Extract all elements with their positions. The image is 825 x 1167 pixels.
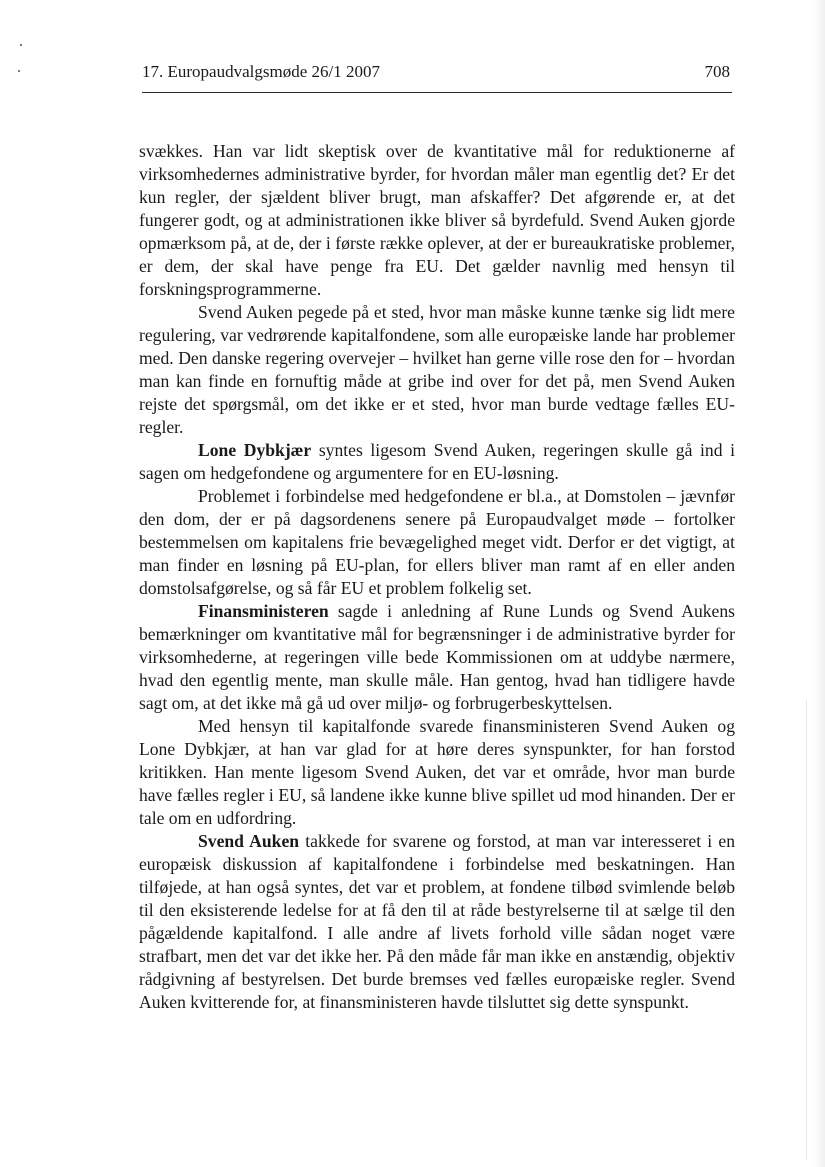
scan-speck <box>18 70 20 72</box>
paragraph-text: Problemet i forbindelse med hedgefondene er bl.a., at Domstolen – jævnfør den dom, der er på dagsordenens senere på Europaudvalget møde – fortolker bestemmelsen om kapitalens frie bevægelighed meget vidt. Derfor er det vigtigt, at man finder en løsning på EU-plan, for ellers bliver man ramt af en eller anden domstolsafgørelse, og så får EU et problem folkelig set. <box>139 486 735 598</box>
speaker-name: Finansministeren <box>198 601 329 621</box>
paragraph-7 <box>139 830 735 1014</box>
header-rule <box>142 92 732 93</box>
speaker-name: Lone Dybkjær <box>198 440 312 460</box>
paragraph-text: sagde i anledning af Rune Lunds og Svend Aukens bemærkninger om kvantitative mål for begrænsninger i de administrative byrder for virksomhederne, at regeringen ville bede Kommissionen om at uddybe nærmere, hvad den egentlig mente, man skulle måle. Han gentog, hvad han tidligere havde sagt om, at det ikke må gå ud over miljø- og forbrugerbeskyttelsen. <box>139 601 735 713</box>
document-body <box>139 140 735 1014</box>
paragraph-3 <box>139 439 735 485</box>
scan-speck <box>20 44 22 46</box>
page-header <box>142 62 732 88</box>
paragraph-2 <box>139 301 735 439</box>
scan-edge-shadow <box>811 0 825 1167</box>
page-number: 708 <box>704 62 730 81</box>
paragraph-4 <box>139 485 735 600</box>
speaker-name: Svend Auken <box>198 831 300 851</box>
paragraph-text: Svend Auken pegede på et sted, hvor man måske kunne tænke sig lidt mere regulering, var vedrørende kapitalfondene, som alle europæiske lande har problemer med. Den danske regering overvejer – hvilket han gerne ville rose den for – hvordan man kan finde en fornuftig måde at gribe ind over for det på, men Svend Auken rejste det spørgsmål, om det ikke er et sted, hvor man burde vedtage fælles EU-regler. <box>139 302 735 437</box>
paragraph-text: svækkes. Han var lidt skeptisk over de kvantitative mål for reduktionerne af virksomhedernes administrative byrder, for hvordan måler man egentlig det? Er det kun regler, der sjældent bliver brugt, man afskaffer? Det afgørende er, at det fungerer godt, og at administrationen ikke bliver så byrdefuld. Svend Auken gjorde opmærksom på, at de, der i første række oplever, at der er bureaukratiske problemer, er dem, der skal have penge fra EU. Det gælder navnlig med hensyn til forskningsprogrammerne. <box>139 141 735 299</box>
scan-edge-line <box>806 700 807 1160</box>
paragraph-text: Med hensyn til kapitalfonde svarede finansministeren Svend Auken og Lone Dybkjær, at han var glad for at høre deres synspunkter, for han forstod kritikken. Han mente ligesom Svend Auken, det var et område, hvor man burde have fælles regler i EU, så landene ikke kunne blive spillet ud mod hinanden. Der er tale om en udfordring. <box>139 716 735 828</box>
paragraph-text: syntes ligesom Svend Auken, regeringen skulle gå ind i sagen om hedgefondene og argumentere for en EU-løsning. <box>139 440 735 483</box>
paragraph-5 <box>139 600 735 715</box>
paragraph-1 <box>139 140 735 301</box>
meeting-title: 17. Europaudvalgsmøde 26/1 2007 <box>142 62 380 81</box>
paragraph-text: takkede for svarene og forstod, at man var interesseret i en europæisk diskussion af kapitalfondene i forbindelse med beskatningen. Han tilføjede, at han også syntes, det var et problem, at fondene tilbød svimlende beløb til den eksisterende ledelse for at få den til at råde bestyrelserne til at sælge til den pågældende kapitalfond. I alle andre af livets forhold ville sådan noget være strafbart, men det var det ikke her. På den måde får man ikke en anstændig, objektiv rådgivning af bestyrelsen. Det burde bremses ved fælles europæiske regler. Svend Auken kvitterende for, at finansministeren havde tilsluttet sig dette synspunkt. <box>139 831 735 1012</box>
paragraph-6 <box>139 715 735 830</box>
